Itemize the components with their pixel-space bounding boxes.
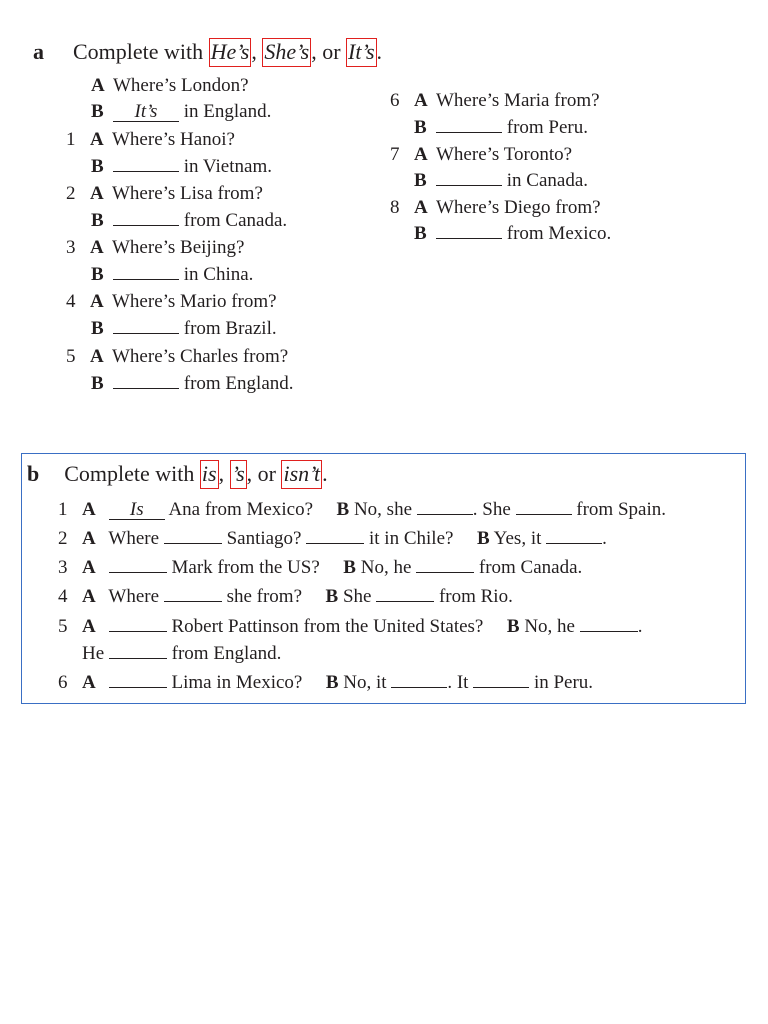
text-part: No, he xyxy=(360,557,412,578)
speaker-b: B xyxy=(91,318,104,339)
item-number: 3 xyxy=(58,557,68,578)
text-part: Yes, it xyxy=(493,528,542,549)
speaker-b: B xyxy=(506,616,520,637)
item-number: 5 xyxy=(58,616,68,637)
text-part: in Peru. xyxy=(533,672,594,693)
item-number: 2 xyxy=(58,528,68,549)
text-part: . xyxy=(637,616,643,637)
question-text: Where’s Hanoi? xyxy=(112,129,235,150)
item-2-answer xyxy=(91,209,287,232)
text-part: Where xyxy=(108,528,160,549)
b-item-1 xyxy=(58,498,666,521)
answer-blank[interactable] xyxy=(436,222,502,239)
answer-blank[interactable] xyxy=(436,169,502,186)
answer-rest: from England. xyxy=(183,373,294,394)
item-number: 6 xyxy=(390,90,400,111)
period: . xyxy=(376,39,383,64)
text-part: from Rio. xyxy=(438,586,513,607)
answer-blank[interactable] xyxy=(109,671,167,688)
section-a-instruction: Complete with xyxy=(73,39,204,64)
item-3-answer xyxy=(91,263,253,286)
speaker-b: B xyxy=(325,672,339,693)
speaker-b: B xyxy=(343,557,356,578)
section-a-letter: a xyxy=(33,39,44,64)
option-is: is xyxy=(200,460,219,489)
text-part: . She xyxy=(472,499,511,520)
answer-blank[interactable] xyxy=(113,209,179,226)
separator: , or xyxy=(311,39,341,64)
answer-blank[interactable] xyxy=(473,671,529,688)
answer-blank[interactable] xyxy=(109,642,167,659)
item-number: 5 xyxy=(66,346,76,367)
speaker-a: A xyxy=(90,291,104,312)
question-text: Where’s Charles from? xyxy=(112,346,289,367)
speaker-a: A xyxy=(90,346,104,367)
item-8-question xyxy=(390,197,601,219)
text-part: from Canada. xyxy=(478,557,583,578)
example-answer xyxy=(91,101,271,123)
speaker-b: B xyxy=(336,499,350,520)
item-8-answer xyxy=(414,222,611,245)
text-part: No, he xyxy=(524,616,575,637)
text-part: Santiago? xyxy=(226,528,302,549)
text-part: she from? xyxy=(226,586,303,607)
question-text: Where’s Diego from? xyxy=(436,197,601,218)
answer-blank[interactable] xyxy=(113,155,179,172)
period: . xyxy=(322,461,328,486)
answer-blank[interactable] xyxy=(306,527,364,544)
item-number: 4 xyxy=(58,586,68,607)
speaker-a: A xyxy=(82,616,96,637)
speaker-a: A xyxy=(91,75,105,96)
answer-rest: in Vietnam. xyxy=(183,156,272,177)
item-2-question xyxy=(66,183,263,205)
section-b-letter: b xyxy=(27,461,40,486)
question-text: Where’s Maria from? xyxy=(436,90,600,111)
section-a-header xyxy=(33,38,382,67)
section-b-header xyxy=(27,460,328,489)
answer-blank[interactable] xyxy=(516,498,572,515)
separator: , xyxy=(251,39,257,64)
answer-blank[interactable] xyxy=(546,527,602,544)
section-b-instruction: Complete with xyxy=(64,461,195,486)
answer-blank[interactable] xyxy=(436,116,502,133)
item-7-question xyxy=(390,144,572,166)
item-7-answer xyxy=(414,169,588,192)
item-4-question xyxy=(66,291,277,313)
text-part: Robert Pattinson from the United States? xyxy=(171,616,484,637)
item-number: 8 xyxy=(390,197,400,218)
question-text: Where’s Mario from? xyxy=(112,291,277,312)
answer-blank[interactable] xyxy=(164,527,222,544)
option-isnt: isn’t xyxy=(281,460,322,489)
answer-rest: from Canada. xyxy=(183,210,288,231)
b-item-6 xyxy=(58,671,593,694)
item-number: 3 xyxy=(66,237,76,258)
speaker-a: A xyxy=(414,197,428,218)
speaker-a: A xyxy=(82,528,96,549)
question-text: Where’s London? xyxy=(113,75,249,96)
speaker-b: B xyxy=(91,156,104,177)
answer-blank[interactable] xyxy=(416,556,474,573)
question-text: Where’s Lisa from? xyxy=(112,183,263,204)
example-answer-filled: Is xyxy=(109,501,165,520)
speaker-a: A xyxy=(414,90,428,111)
answer-rest: from Mexico. xyxy=(506,223,612,244)
speaker-a: A xyxy=(82,672,96,693)
speaker-b: B xyxy=(414,170,427,191)
item-number: 4 xyxy=(66,291,76,312)
text-part: from England. xyxy=(171,643,282,664)
answer-blank[interactable] xyxy=(164,585,222,602)
answer-blank[interactable] xyxy=(376,585,434,602)
example-question xyxy=(91,75,249,97)
speaker-a: A xyxy=(82,586,96,607)
b-item-2 xyxy=(58,527,607,550)
text-part: No, she xyxy=(353,499,413,520)
b-item-5-continued xyxy=(82,642,281,665)
answer-rest: from Brazil. xyxy=(183,318,277,339)
speaker-b: B xyxy=(91,210,104,231)
item-5-question xyxy=(66,346,288,368)
text-part: . xyxy=(602,528,607,549)
text-part: it in Chile? xyxy=(369,528,454,549)
text-part: . It xyxy=(447,672,469,693)
answer-rest: in Canada. xyxy=(506,170,589,191)
text-part: Lima in Mexico? xyxy=(171,672,303,693)
item-6-question xyxy=(390,90,600,112)
item-5-answer xyxy=(91,372,294,395)
item-number: 1 xyxy=(58,499,68,520)
item-1-answer xyxy=(91,155,272,178)
speaker-a: A xyxy=(414,144,428,165)
text-part: from Spain. xyxy=(576,499,666,520)
item-number: 7 xyxy=(390,144,400,165)
text-part: Where xyxy=(108,586,160,607)
item-3-question xyxy=(66,237,244,259)
b-item-3 xyxy=(58,556,582,579)
item-number: 2 xyxy=(66,183,76,204)
item-1-question xyxy=(66,129,235,151)
speaker-a: A xyxy=(82,499,96,520)
answer-blank[interactable] xyxy=(391,671,447,688)
speaker-b: B xyxy=(91,101,104,122)
answer-blank[interactable] xyxy=(109,615,167,632)
item-number: 6 xyxy=(58,672,68,693)
separator: , xyxy=(218,461,225,486)
answer-rest: in England. xyxy=(183,101,272,122)
b-item-5 xyxy=(58,615,642,638)
separator: , or xyxy=(246,461,276,486)
answer-blank[interactable] xyxy=(113,372,179,389)
answer-blank[interactable] xyxy=(580,615,638,632)
question-text: Where’s Toronto? xyxy=(436,144,573,165)
b-item-4 xyxy=(58,585,513,608)
speaker-b: B xyxy=(325,586,339,607)
speaker-a: A xyxy=(90,129,104,150)
example-answer-filled: It’s xyxy=(113,103,179,122)
option-s: ’s xyxy=(230,460,247,489)
speaker-a: A xyxy=(82,557,96,578)
text-part: She xyxy=(342,586,372,607)
text-part: He xyxy=(82,643,105,664)
speaker-b: B xyxy=(476,528,490,549)
speaker-b: B xyxy=(414,117,427,138)
speaker-a: A xyxy=(90,237,104,258)
answer-blank[interactable] xyxy=(113,317,179,334)
answer-blank[interactable] xyxy=(417,498,473,515)
text-part: Ana from Mexico? xyxy=(168,499,314,520)
item-number: 1 xyxy=(66,129,76,150)
item-4-answer xyxy=(91,317,277,340)
text-part: No, it xyxy=(343,672,387,693)
option-hes: He’s xyxy=(209,38,252,67)
option-shes: She’s xyxy=(262,38,311,67)
speaker-b: B xyxy=(414,223,427,244)
question-text: Where’s Beijing? xyxy=(112,237,245,258)
speaker-b: B xyxy=(91,264,104,285)
answer-blank[interactable] xyxy=(109,556,167,573)
item-6-answer xyxy=(414,116,588,139)
answer-rest: in China. xyxy=(183,264,254,285)
text-part: Mark from the US? xyxy=(171,557,320,578)
answer-rest: from Peru. xyxy=(506,117,589,138)
speaker-a: A xyxy=(90,183,104,204)
answer-blank[interactable] xyxy=(113,263,179,280)
option-its: It’s xyxy=(346,38,377,67)
speaker-b: B xyxy=(91,373,104,394)
